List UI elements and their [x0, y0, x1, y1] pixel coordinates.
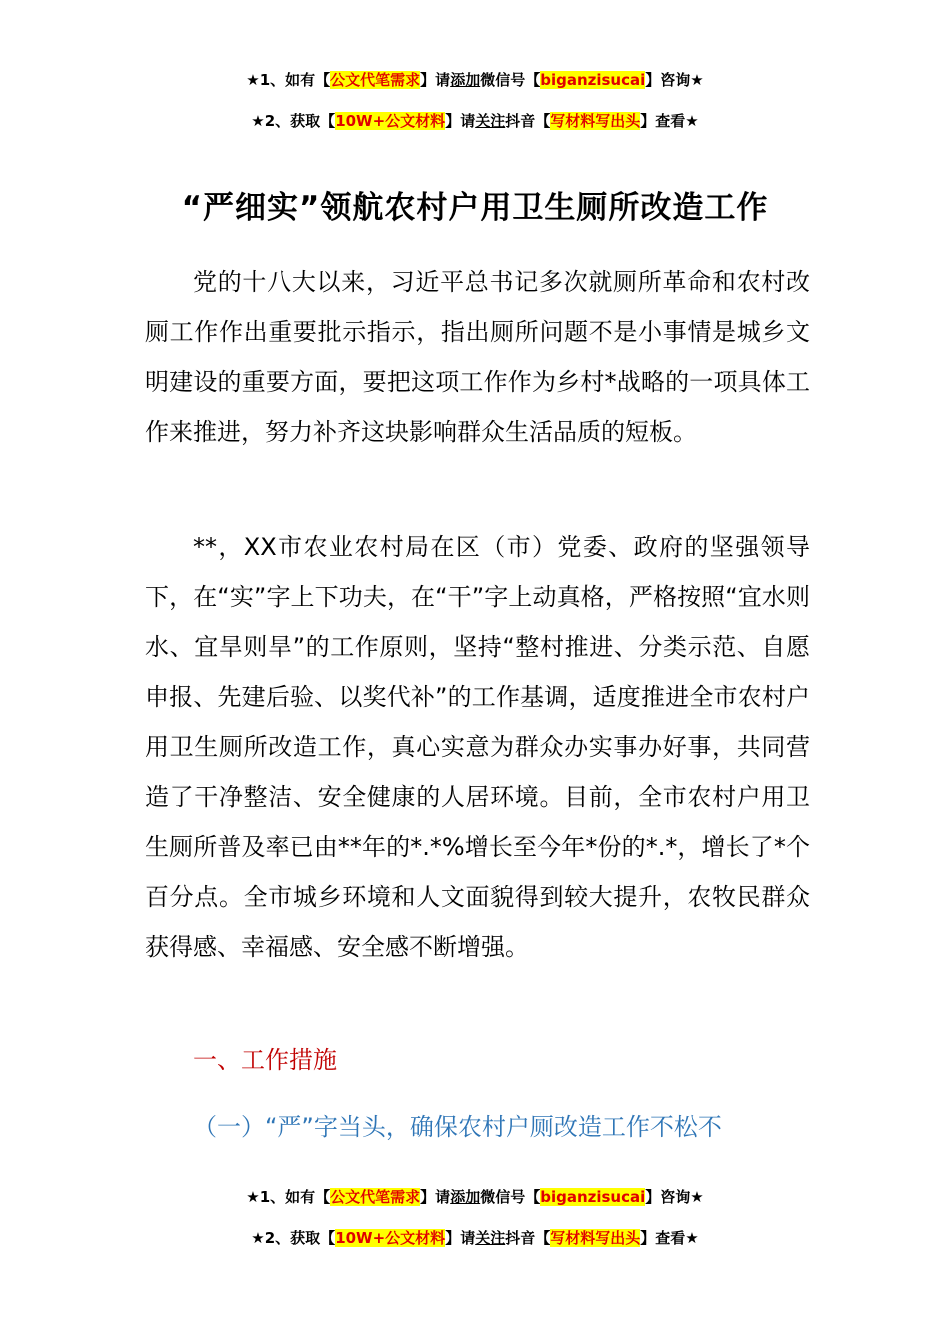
banner-highlight: 10W+公文材料 — [335, 1229, 446, 1247]
banner-underlined-text: 添加 — [450, 71, 481, 89]
bottom-banner-line-2 — [0, 1228, 950, 1248]
top-banner-line-1 — [0, 70, 950, 90]
banner-text: 】查看★ — [640, 112, 699, 130]
banner-highlight: biganzisucai — [540, 1188, 646, 1206]
banner-text: ★2、获取【 — [251, 112, 336, 130]
banner-text: 】请 — [445, 112, 476, 130]
body-paragraph-1: 党的十八大以来，习近平总书记多次就厕所革命和农村改厕工作作出重要批示指示，指出厕所问题不是小事情是城乡文明建设的重要方面，要把这项工作作为乡村*战略的一项具体工作来推进，努力补齐这块影响群众生活品质的短板。 — [145, 268, 810, 446]
banner-text: 】请 — [420, 1188, 451, 1206]
subsection-heading-1: （一）“严”字当头，确保农村户厕改造工作不松不 — [193, 1113, 722, 1141]
banner-text: 微信号【 — [480, 1188, 541, 1206]
banner-text: 抖音【 — [505, 112, 551, 130]
banner-text: ★2、获取【 — [251, 1229, 336, 1247]
banner-underlined-text: 关注 — [475, 112, 506, 130]
banner-text: 微信号【 — [480, 71, 541, 89]
banner-highlight: biganzisucai — [540, 71, 646, 89]
top-banner-line-2 — [0, 111, 950, 131]
document-title: “严细实”领航农村户用卫生厕所改造工作 — [181, 190, 769, 226]
section-heading-1: 一、工作措施 — [193, 1046, 337, 1074]
banner-highlight: 公文代笔需求 — [330, 71, 421, 89]
banner-underlined-text: 关注 — [475, 1229, 506, 1247]
banner-text: 】查看★ — [640, 1229, 699, 1247]
banner-highlight: 写材料写出头 — [550, 1229, 641, 1247]
banner-highlight: 10W+公文材料 — [335, 112, 446, 130]
banner-underlined-text: 添加 — [450, 1188, 481, 1206]
banner-highlight: 公文代笔需求 — [330, 1188, 421, 1206]
banner-text: 】请 — [445, 1229, 476, 1247]
banner-text: ★1、如有【 — [246, 1188, 331, 1206]
banner-text: 】咨询★ — [645, 1188, 704, 1206]
banner-highlight: 写材料写出头 — [550, 112, 641, 130]
banner-text: 抖音【 — [505, 1229, 551, 1247]
body-paragraph-2: **，XX市农业农村局在区（市）党委、政府的坚强领导下，在“实”字上下功夫，在“干”字上动真格，严格按照“宜水则水、宜旱则旱”的工作原则，坚持“整村推进、分类示范、自愿申报、先建后验、以奖代补”的工作基调，适度推进全市农村户用卫生厕所改造工作，真心实意为群众办实事办好事，共同营造了干净整洁、安全健康的人居环境。目前，全市农村户用卫生厕所普及率已由**年的*.*%增长至今年*份的*.*，增长了*个百分点。全市城乡环境和人文面貌得到较大提升，农牧民群众获得感、幸福感、安全感不断增强。 — [145, 533, 810, 961]
banner-text: ★1、如有【 — [246, 71, 331, 89]
banner-text: 】咨询★ — [645, 71, 704, 89]
banner-text: 】请 — [420, 71, 451, 89]
bottom-banner-line-1 — [0, 1187, 950, 1207]
